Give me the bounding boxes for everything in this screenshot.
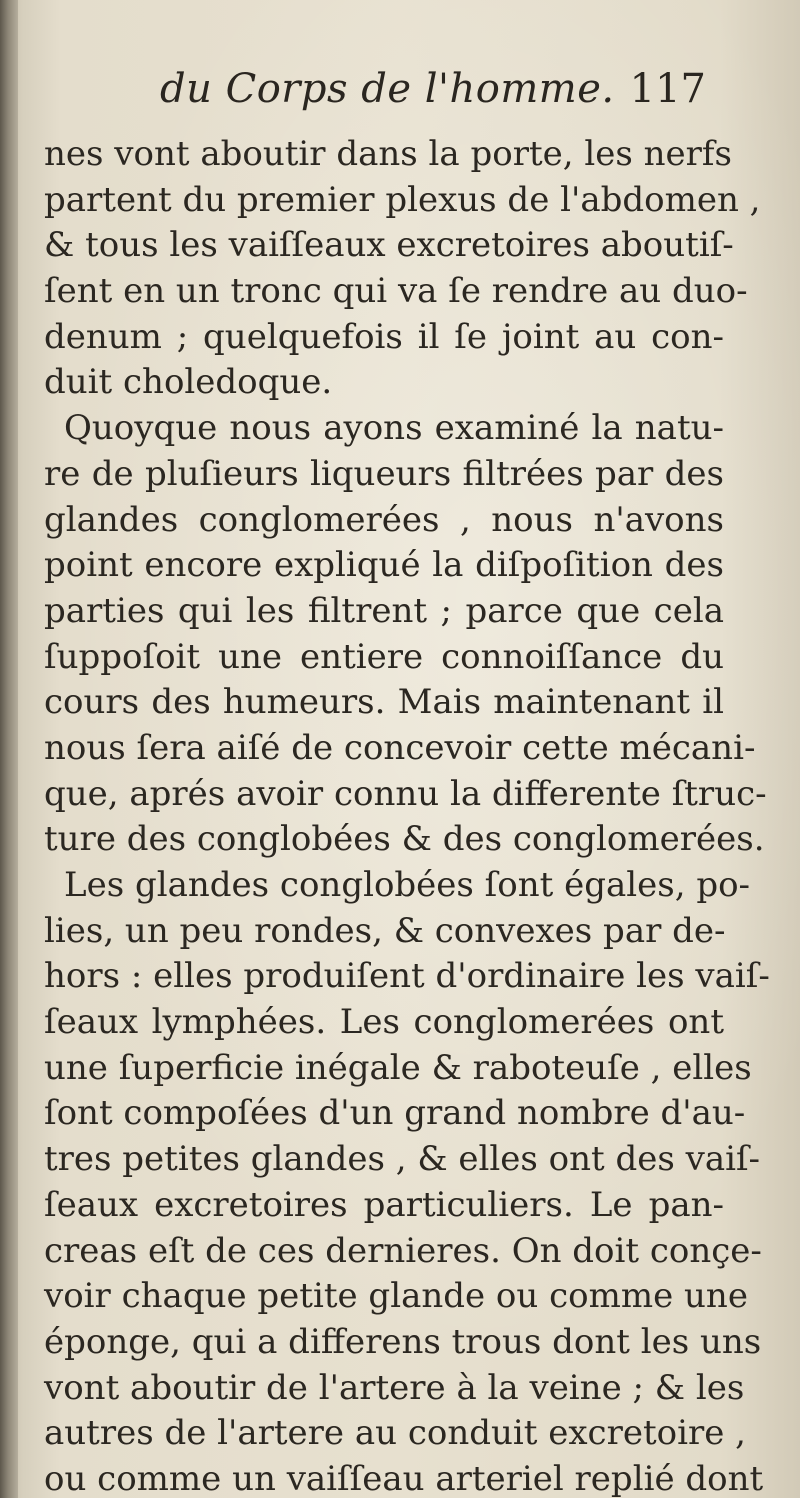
text-line: une ſuperficie inégale & raboteuſe , elles [44, 1047, 752, 1088]
text-line: Quoyque nous ayons examiné la natu- [64, 408, 724, 449]
text-line: cours des humeurs. Mais maintenant il [44, 682, 724, 723]
text-line: ture des conglobées & des conglomerées. [44, 819, 765, 860]
text-line: vont aboutir de l'artere à la veine ; & les [44, 1367, 745, 1408]
text-line: nous ſera aiſé de concevoir cette mécani- [44, 727, 756, 768]
text-line: que, aprés avoir connu la differente ſtruc- [44, 773, 767, 814]
page-header [160, 66, 720, 126]
text-line: point encore expliqué la diſpoſition des [44, 545, 724, 586]
text-line: & tous les vaiſſeaux excretoires aboutiſ- [44, 225, 734, 266]
text-line: ſeaux excretoires particuliers. Le pan- [44, 1184, 724, 1225]
text-line: ſeaux lymphées. Les conglomerées ont [44, 1002, 724, 1043]
text-line: Les glandes conglobées ſont égales, po- [64, 865, 751, 905]
text-line: re de pluſieurs liqueurs filtrées par des [44, 453, 724, 494]
text-line: creas eſt de ces dernieres. On doit conçe- [44, 1230, 762, 1271]
text-line: ſont compoſées d'un grand nombre d'au- [44, 1093, 746, 1134]
text-line: hors : elles produiſent d'ordinaire les vaiſ- [44, 956, 770, 997]
text-line: ſuppoſoit une entiere connoiſſance du [44, 636, 724, 677]
text-line: partent du premier plexus de l'abdomen , [44, 179, 761, 220]
text-line: glandes conglomerées , nous n'avons [44, 499, 724, 540]
text-line: autres de l'artere au conduit excretoire , [44, 1413, 746, 1454]
text-line: duit choledoque. [44, 362, 333, 403]
text-line: ou comme un vaiſſeau arteriel replié dont [44, 1458, 764, 1498]
text-line: voir chaque petite glande ou comme une [44, 1276, 748, 1317]
text-line: denum ; quelquefois il ſe joint au con- [44, 316, 724, 357]
text-line: lies, un peu rondes, & convexes par de- [44, 910, 726, 951]
running-title: du Corps de l'homme. [160, 66, 615, 112]
text-line: tres petites glandes , & elles ont des vaiſ- [44, 1139, 761, 1180]
text-line: nes vont aboutir dans la porte, les nerfs [44, 134, 732, 174]
page-number: 117 [629, 66, 706, 112]
text-line: ſent en un tronc qui va ſe rendre au duo- [44, 271, 748, 312]
binding-gutter [0, 0, 18, 1498]
text-line: parties qui les filtrent ; parce que cela [44, 590, 724, 631]
body-text [44, 132, 770, 1498]
text-line: éponge, qui a differens trous dont les uns [44, 1321, 762, 1362]
